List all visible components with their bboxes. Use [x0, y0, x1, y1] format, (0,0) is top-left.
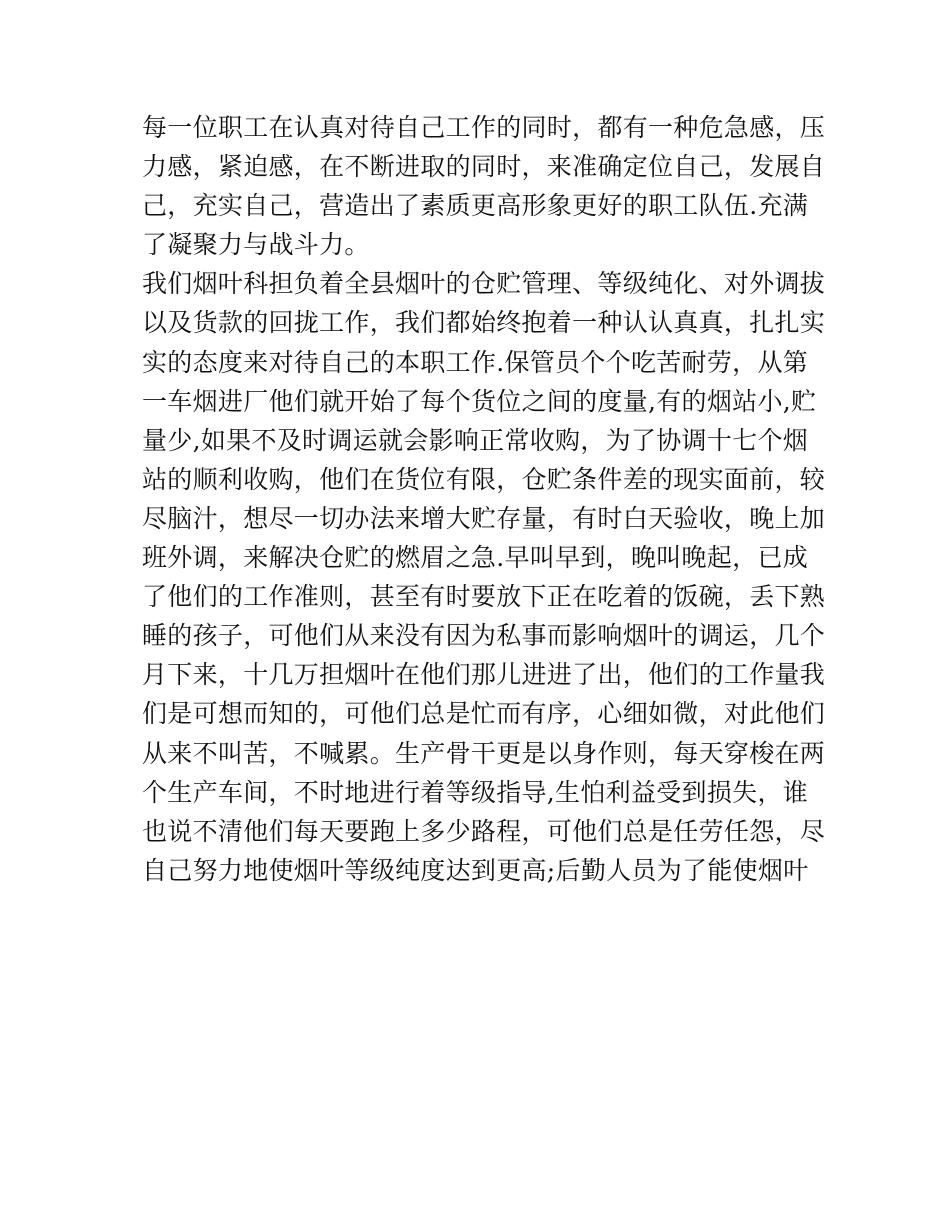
text-line: 从来不叫苦，不喊累。生产骨干更是以身作则，每天穿梭在两 [142, 738, 826, 768]
body-text [142, 108, 826, 890]
text-line: 以及货款的回拢工作，我们都始终抱着一种认认真真，扎扎实 [142, 308, 826, 338]
text-line: 尽脑汁，想尽一切办法来增大贮存量，有时白天验收，晚上加 [142, 503, 826, 533]
text-line: 也说不清他们每天要跑上多少路程，可他们总是任劳任怨，尽 [142, 816, 826, 846]
text-line: 个生产车间，不时地进行着等级指导,生怕利益受到损失，谁 [142, 777, 809, 807]
text-line: 月下来，十几万担烟叶在他们那儿进进了出，他们的工作量我 [142, 660, 826, 690]
text-line: 每一位职工在认真对待自己工作的同时，都有一种危急感，压 [142, 113, 826, 142]
text-line: 睡的孩子，可他们从来没有因为私事而影响烟叶的调运，几个 [142, 621, 826, 651]
text-line: 了他们的工作准则，甚至有时要放下正在吃着的饭碗，丢下熟 [142, 582, 826, 612]
text-line: 己，充实自己，营造出了素质更高形象更好的职工队伍.充满 [142, 191, 809, 221]
text-line: 我们烟叶科担负着全县烟叶的仓贮管理、等级纯化、对外调拔 [142, 269, 826, 299]
text-line: 了凝聚力与战斗力。 [142, 230, 370, 260]
text-line: 量少,如果不及时调运就会影响正常收购，为了协调十七个烟 [142, 425, 809, 455]
text-line: 自己努力地使烟叶等级纯度达到更高;后勤人员为了能使烟叶 [142, 855, 809, 885]
text-line: 们是可想而知的，可他们总是忙而有序，心细如微，对此他们 [142, 699, 826, 729]
text-line: 站的顺利收购，他们在货位有限，仓贮条件差的现实面前，较 [142, 464, 826, 494]
text-line: 力感，紧迫感，在不断进取的同时，来准确定位自己，发展自 [142, 152, 826, 182]
text-line: 实的态度来对待自己的本职工作.保管员个个吃苦耐劳，从第 [142, 347, 809, 377]
text-line: 一车烟进厂他们就开始了每个货位之间的度量,有的烟站小,贮 [142, 386, 817, 416]
text-line: 班外调，来解决仓贮的燃眉之急.早叫早到，晚叫晚起，已成 [142, 543, 809, 573]
